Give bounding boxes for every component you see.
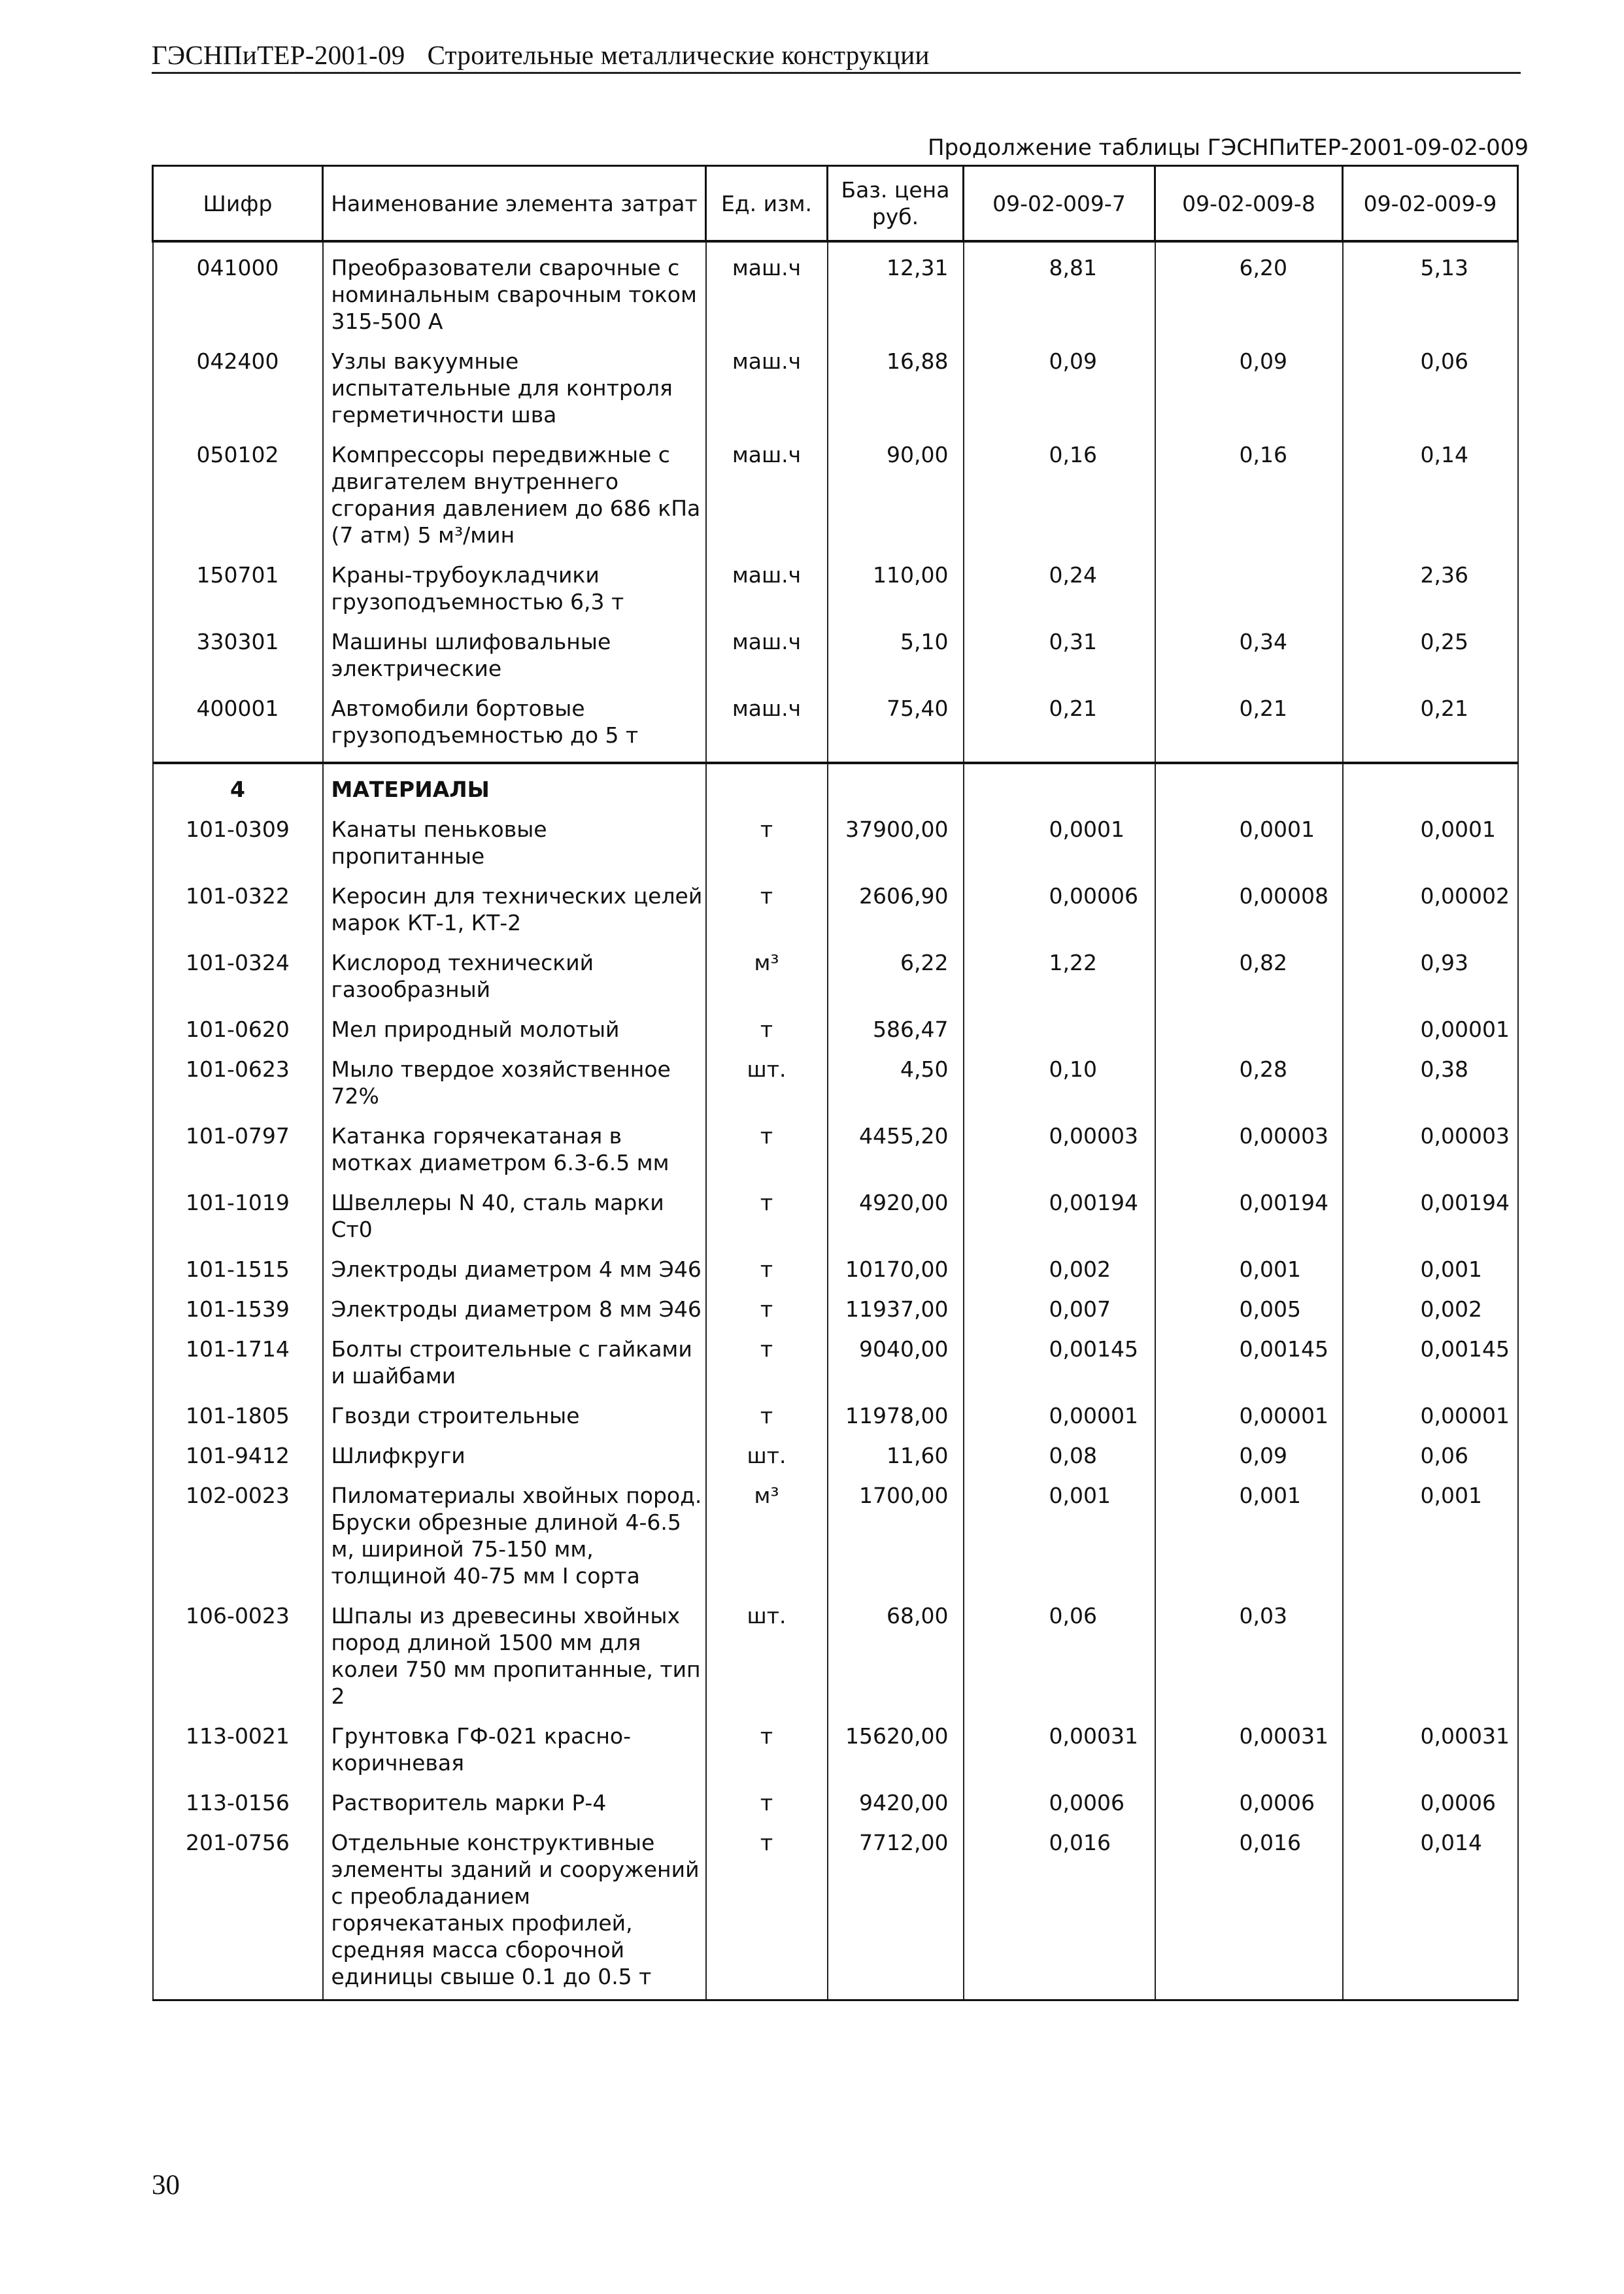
column-header-09-02-009-7: 09-02-009-7 (964, 166, 1155, 242)
cell-09-02-009-7: 0,06 (964, 1602, 1155, 1723)
table-row (153, 1296, 1518, 1336)
cell-code: 106-0023 (153, 1602, 323, 1723)
cell-unit: т (706, 1296, 828, 1336)
cell-code: 101-1515 (153, 1256, 323, 1296)
cell-09-02-009-7: 0,0006 (964, 1789, 1155, 1829)
cell-name: Электроды диаметром 4 мм Э46 (323, 1256, 706, 1296)
cell-09-02-009-7: 0,00001 (964, 1402, 1155, 1442)
cell-09-02-009-8: 0,001 (1155, 1256, 1343, 1296)
cell-unit: т (706, 1723, 828, 1789)
cell-unit: т (706, 1189, 828, 1256)
cell-name: Мел природный молотый (323, 1016, 706, 1056)
cell-name: Шпалы из древесины хвойных пород длиной 1500 мм для колеи 750 мм пропитанные, тип 2 (323, 1602, 706, 1723)
cell-09-02-009-7: 0,24 (964, 562, 1155, 628)
cell-unit: т (706, 1402, 828, 1442)
section-empty-cell (1155, 763, 1343, 816)
cell-09-02-009-8: 0,005 (1155, 1296, 1343, 1336)
cell-price: 6,22 (828, 949, 964, 1016)
cell-name: Растворитель марки Р-4 (323, 1789, 706, 1829)
cell-unit: м³ (706, 949, 828, 1016)
table-row (153, 1256, 1518, 1296)
cell-unit: т (706, 1336, 828, 1402)
cell-09-02-009-7: 0,16 (964, 441, 1155, 562)
cell-09-02-009-7: 0,002 (964, 1256, 1155, 1296)
column-header-price: Баз. цена руб. (828, 166, 964, 242)
cell-09-02-009-7: 0,00031 (964, 1723, 1155, 1789)
cell-unit: т (706, 1789, 828, 1829)
cell-name: Швеллеры N 40, сталь марки Ст0 (323, 1189, 706, 1256)
cell-09-02-009-8: 0,21 (1155, 695, 1343, 763)
cell-09-02-009-9: 0,25 (1343, 628, 1518, 695)
cell-code: 102-0023 (153, 1482, 323, 1602)
cell-09-02-009-9: 0,38 (1343, 1056, 1518, 1122)
cell-09-02-009-8: 0,00008 (1155, 883, 1343, 949)
cell-09-02-009-7: 0,0001 (964, 816, 1155, 883)
cell-name: Компрессоры передвижные с двигателем внутреннего сгорания давлением до 686 кПа (7 атм) 5 м³/мин (323, 441, 706, 562)
table-row (153, 1056, 1518, 1122)
page-number: 30 (152, 2170, 180, 2201)
cell-price: 37900,00 (828, 816, 964, 883)
cell-09-02-009-8: 0,34 (1155, 628, 1343, 695)
cell-price: 11978,00 (828, 1402, 964, 1442)
cell-unit: т (706, 816, 828, 883)
table-header-row (153, 166, 1518, 242)
cell-09-02-009-8: 0,00194 (1155, 1189, 1343, 1256)
column-header-code: Шифр (153, 166, 323, 242)
cell-unit: маш.ч (706, 695, 828, 763)
cell-09-02-009-9: 2,36 (1343, 562, 1518, 628)
cell-09-02-009-8: 0,00145 (1155, 1336, 1343, 1402)
cell-09-02-009-7: 0,00006 (964, 883, 1155, 949)
cell-name: Машины шлифовальные электрические (323, 628, 706, 695)
cell-09-02-009-9: 0,001 (1343, 1256, 1518, 1296)
cell-name: Краны-трубоукладчики грузоподъемностью 6,3 т (323, 562, 706, 628)
table-row (153, 1789, 1518, 1829)
table-continuation-note: Продолжение таблицы ГЭСНПиТЕР-2001-09-02-009 (927, 135, 1529, 161)
cell-price: 4455,20 (828, 1122, 964, 1189)
cell-name: Автомобили бортовые грузоподъемностью до 5 т (323, 695, 706, 763)
cell-price: 7712,00 (828, 1829, 964, 2000)
table-row (153, 1442, 1518, 1482)
table-row (153, 348, 1518, 441)
cell-09-02-009-7: 0,00145 (964, 1336, 1155, 1402)
cell-price: 9420,00 (828, 1789, 964, 1829)
table-row (153, 628, 1518, 695)
cell-name: Катанка горячекатаная в мотках диаметром 6.3-6.5 мм (323, 1122, 706, 1189)
cell-09-02-009-8: 0,00031 (1155, 1723, 1343, 1789)
cell-code: 101-0309 (153, 816, 323, 883)
cell-unit: т (706, 1829, 828, 2000)
running-header (152, 39, 930, 71)
section-empty-cell (1343, 763, 1518, 816)
cell-code: 041000 (153, 241, 323, 348)
cell-09-02-009-8: 0,28 (1155, 1056, 1343, 1122)
cell-09-02-009-8: 6,20 (1155, 241, 1343, 348)
cell-09-02-009-7: 0,00194 (964, 1189, 1155, 1256)
cell-unit: шт. (706, 1602, 828, 1723)
cell-price: 15620,00 (828, 1723, 964, 1789)
header-rule (152, 72, 1521, 74)
cell-price: 10170,00 (828, 1256, 964, 1296)
column-header-09-02-009-9: 09-02-009-9 (1343, 166, 1518, 242)
cell-09-02-009-7: 0,00003 (964, 1122, 1155, 1189)
cell-price: 110,00 (828, 562, 964, 628)
cell-09-02-009-9: 0,002 (1343, 1296, 1518, 1336)
cell-09-02-009-8: 0,00001 (1155, 1402, 1343, 1442)
cell-09-02-009-9: 0,00001 (1343, 1402, 1518, 1442)
table-row (153, 1602, 1518, 1723)
cell-09-02-009-8: 0,00003 (1155, 1122, 1343, 1189)
cell-unit: маш.ч (706, 628, 828, 695)
cell-09-02-009-8: 0,0001 (1155, 816, 1343, 883)
cell-09-02-009-9: 0,014 (1343, 1829, 1518, 2000)
section-empty-cell (706, 763, 828, 816)
column-header-name: Наименование элемента затрат (323, 166, 706, 242)
resource-table (152, 165, 1519, 2001)
cell-unit: маш.ч (706, 441, 828, 562)
cell-code: 042400 (153, 348, 323, 441)
cell-09-02-009-7: 0,31 (964, 628, 1155, 695)
cell-code: 150701 (153, 562, 323, 628)
cell-09-02-009-7: 8,81 (964, 241, 1155, 348)
cell-code: 113-0156 (153, 1789, 323, 1829)
cell-09-02-009-7: 0,016 (964, 1829, 1155, 2000)
cell-name: Преобразователи сварочные с номинальным сварочным током 315-500 А (323, 241, 706, 348)
cell-09-02-009-9: 0,00031 (1343, 1723, 1518, 1789)
section-empty-cell (964, 763, 1155, 816)
cell-09-02-009-9: 0,06 (1343, 1442, 1518, 1482)
cell-price: 11937,00 (828, 1296, 964, 1336)
cell-09-02-009-9: 0,00002 (1343, 883, 1518, 949)
cell-name: Отдельные конструктивные элементы зданий и сооружений с преобладанием горячекатаных профилей, средняя масса сборочной единицы свыше 0.1 до 0.5 т (323, 1829, 706, 2000)
cell-price: 586,47 (828, 1016, 964, 1056)
table-row (153, 883, 1518, 949)
cell-name: Узлы вакуумные испытательные для контроля герметичности шва (323, 348, 706, 441)
document-code: ГЭСНПиТЕР-2001-09 (152, 40, 405, 70)
table-body (153, 241, 1518, 2000)
cell-price: 1700,00 (828, 1482, 964, 1602)
cell-code: 101-1539 (153, 1296, 323, 1336)
table-row (153, 1122, 1518, 1189)
table-row (153, 562, 1518, 628)
cell-09-02-009-7: 0,007 (964, 1296, 1155, 1336)
cell-09-02-009-7: 0,09 (964, 348, 1155, 441)
cell-09-02-009-9: 0,00145 (1343, 1336, 1518, 1402)
cell-09-02-009-7: 0,08 (964, 1442, 1155, 1482)
document-title: Строительные металлические конструкции (427, 40, 930, 70)
cell-price: 12,31 (828, 241, 964, 348)
cell-09-02-009-9 (1343, 1602, 1518, 1723)
table-row (153, 1723, 1518, 1789)
cell-code: 330301 (153, 628, 323, 695)
cell-09-02-009-8: 0,09 (1155, 348, 1343, 441)
cell-09-02-009-8: 0,16 (1155, 441, 1343, 562)
cell-price: 11,60 (828, 1442, 964, 1482)
cell-price: 9040,00 (828, 1336, 964, 1402)
cell-name: Канаты пеньковые пропитанные (323, 816, 706, 883)
table-row (153, 1016, 1518, 1056)
cell-09-02-009-9: 0,93 (1343, 949, 1518, 1016)
cell-09-02-009-8: 0,03 (1155, 1602, 1343, 1723)
cell-price: 90,00 (828, 441, 964, 562)
cell-unit: маш.ч (706, 241, 828, 348)
cell-09-02-009-8 (1155, 1016, 1343, 1056)
cell-09-02-009-7: 1,22 (964, 949, 1155, 1016)
cell-code: 101-0324 (153, 949, 323, 1016)
table-row (153, 1482, 1518, 1602)
table-row (153, 241, 1518, 348)
cell-price: 4920,00 (828, 1189, 964, 1256)
cell-name: Мыло твердое хозяйственное 72% (323, 1056, 706, 1122)
section-title: МАТЕРИАЛЫ (323, 763, 706, 816)
cell-price: 5,10 (828, 628, 964, 695)
cell-unit: т (706, 1256, 828, 1296)
cell-unit: шт. (706, 1056, 828, 1122)
cell-code: 400001 (153, 695, 323, 763)
cell-price: 16,88 (828, 348, 964, 441)
cell-unit: т (706, 1122, 828, 1189)
section-row-materials (153, 763, 1518, 816)
table-row (153, 1336, 1518, 1402)
cell-09-02-009-9: 5,13 (1343, 241, 1518, 348)
cell-name: Пиломатериалы хвойных пород. Бруски обрезные длиной 4-6.5 м, шириной 75-150 мм, толщиной 40-75 мм I сорта (323, 1482, 706, 1602)
cell-09-02-009-8 (1155, 562, 1343, 628)
cell-09-02-009-8: 0,016 (1155, 1829, 1343, 2000)
cell-09-02-009-7: 0,10 (964, 1056, 1155, 1122)
table-row (153, 1402, 1518, 1442)
cell-name: Грунтовка ГФ-021 красно-коричневая (323, 1723, 706, 1789)
cell-code: 101-0623 (153, 1056, 323, 1122)
cell-code: 101-1019 (153, 1189, 323, 1256)
cell-code: 113-0021 (153, 1723, 323, 1789)
cell-price: 4,50 (828, 1056, 964, 1122)
cell-code: 101-0620 (153, 1016, 323, 1056)
section-empty-cell (828, 763, 964, 816)
cell-09-02-009-9: 0,21 (1343, 695, 1518, 763)
cell-code: 201-0756 (153, 1829, 323, 2000)
cell-09-02-009-9: 0,00001 (1343, 1016, 1518, 1056)
cell-name: Электроды диаметром 8 мм Э46 (323, 1296, 706, 1336)
cell-09-02-009-9: 0,00003 (1343, 1122, 1518, 1189)
cell-price: 68,00 (828, 1602, 964, 1723)
cell-unit: маш.ч (706, 348, 828, 441)
cell-price: 75,40 (828, 695, 964, 763)
column-header-09-02-009-8: 09-02-009-8 (1155, 166, 1343, 242)
cell-code: 101-0322 (153, 883, 323, 949)
table-row (153, 1829, 1518, 2000)
table-row (153, 695, 1518, 763)
cell-09-02-009-8: 0,09 (1155, 1442, 1343, 1482)
cell-09-02-009-9: 0,0001 (1343, 816, 1518, 883)
cell-name: Гвозди строительные (323, 1402, 706, 1442)
section-code: 4 (153, 763, 323, 816)
cell-09-02-009-9: 0,00194 (1343, 1189, 1518, 1256)
cell-name: Кислород технический газообразный (323, 949, 706, 1016)
cell-09-02-009-9: 0,001 (1343, 1482, 1518, 1602)
table-row (153, 949, 1518, 1016)
cell-09-02-009-8: 0,001 (1155, 1482, 1343, 1602)
cell-name: Шлифкруги (323, 1442, 706, 1482)
cell-code: 101-0797 (153, 1122, 323, 1189)
cell-code: 101-1714 (153, 1336, 323, 1402)
column-header-unit: Ед. изм. (706, 166, 828, 242)
cell-09-02-009-9: 0,06 (1343, 348, 1518, 441)
cell-09-02-009-7 (964, 1016, 1155, 1056)
cell-unit: шт. (706, 1442, 828, 1482)
cell-09-02-009-7: 0,001 (964, 1482, 1155, 1602)
table-row (153, 816, 1518, 883)
cell-name: Болты строительные с гайками и шайбами (323, 1336, 706, 1402)
cell-unit: м³ (706, 1482, 828, 1602)
cell-09-02-009-7: 0,21 (964, 695, 1155, 763)
cell-price: 2606,90 (828, 883, 964, 949)
cell-09-02-009-8: 0,82 (1155, 949, 1343, 1016)
cell-code: 101-1805 (153, 1402, 323, 1442)
cell-unit: маш.ч (706, 562, 828, 628)
cell-unit: т (706, 1016, 828, 1056)
cell-unit: т (706, 883, 828, 949)
cell-09-02-009-9: 0,14 (1343, 441, 1518, 562)
cell-09-02-009-9: 0,0006 (1343, 1789, 1518, 1829)
table-row (153, 441, 1518, 562)
cell-name: Керосин для технических целей марок КТ-1, КТ-2 (323, 883, 706, 949)
table-row (153, 1189, 1518, 1256)
cell-code: 101-9412 (153, 1442, 323, 1482)
cell-code: 050102 (153, 441, 323, 562)
cell-09-02-009-8: 0,0006 (1155, 1789, 1343, 1829)
